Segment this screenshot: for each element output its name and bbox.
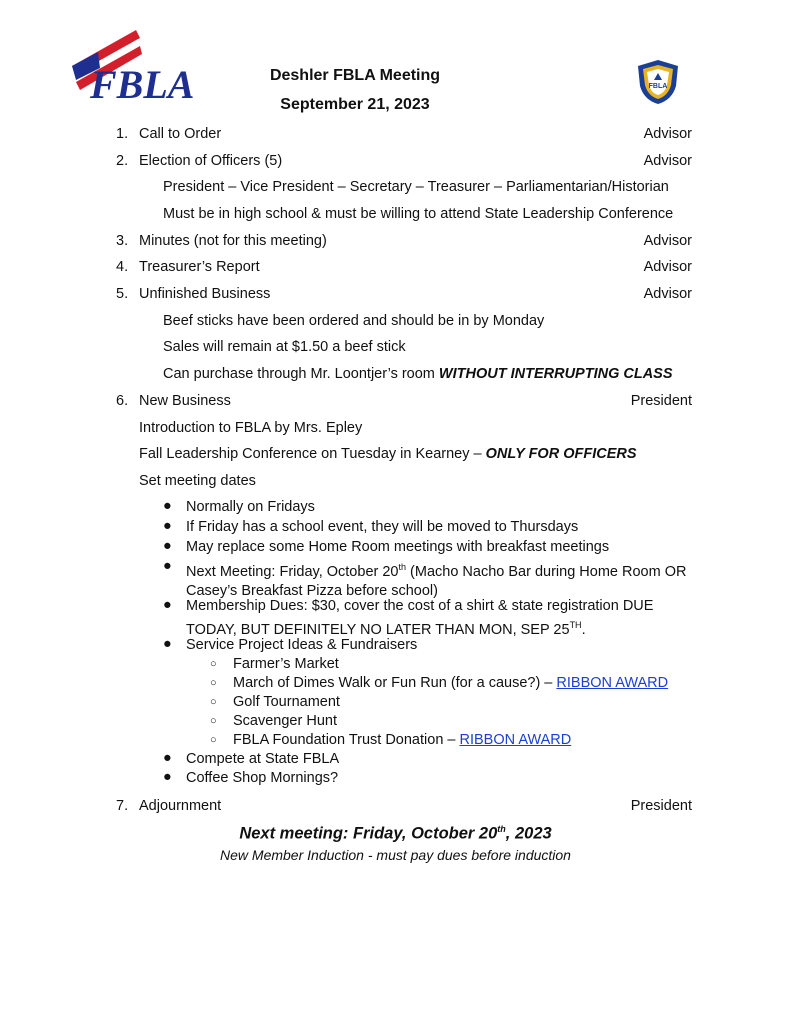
circle-bullet-icon: ○ bbox=[210, 677, 217, 689]
list-item: Coffee Shop Mornings? bbox=[186, 770, 339, 786]
item-number: 3. bbox=[116, 233, 129, 249]
circle-bullet-icon: ○ bbox=[210, 658, 217, 670]
emphasis-text: WITHOUT INTERRUPTING CLASS bbox=[438, 366, 673, 382]
next-meeting-heading: Next meeting: Friday, October 20th, 2023 bbox=[239, 824, 552, 843]
bullet-icon: ● bbox=[163, 750, 172, 766]
item-number: 4. bbox=[116, 259, 129, 275]
bullet-icon: ● bbox=[163, 597, 172, 613]
bullet-icon: ● bbox=[163, 518, 172, 534]
item-label: Election of Officers (5) bbox=[139, 153, 283, 169]
bullet-icon: ● bbox=[163, 558, 172, 574]
circle-bullet-icon: ○ bbox=[210, 696, 217, 708]
item-number: 1. bbox=[116, 126, 129, 142]
ribbon-award-link[interactable]: RIBBON AWARD bbox=[556, 675, 669, 691]
item-label: Call to Order bbox=[139, 126, 222, 142]
sub-list-item: Farmer’s Market bbox=[233, 656, 339, 672]
item-role: President bbox=[630, 798, 692, 814]
list-item: Service Project Ideas & Fundraisers bbox=[186, 637, 418, 653]
bullet-icon: ● bbox=[163, 538, 172, 554]
bullet-icon: ● bbox=[163, 498, 172, 514]
item-number: 6. bbox=[116, 393, 129, 409]
fbla-logo bbox=[70, 28, 195, 107]
sub-list-item: Scavenger Hunt bbox=[233, 713, 337, 729]
list-item: Normally on Fridays bbox=[186, 499, 315, 515]
fbla-shield-icon bbox=[634, 58, 682, 106]
sub-list-item: FBLA Foundation Trust Donation – RIBBON AWARD bbox=[233, 732, 572, 748]
emphasis-text: ONLY FOR OFFICERS bbox=[485, 446, 637, 462]
list-item: May replace some Home Room meetings with breakfast meetings bbox=[186, 539, 610, 555]
item-label: Adjournment bbox=[139, 798, 222, 814]
circle-bullet-icon: ○ bbox=[210, 734, 217, 746]
sub-list-item: March of Dimes Walk or Fun Run (for a cause?) – RIBBON AWARD bbox=[233, 675, 669, 691]
list-item: If Friday has a school event, they will be moved to Thursdays bbox=[186, 519, 579, 535]
item-number: 2. bbox=[116, 153, 129, 169]
item-role: President bbox=[630, 393, 692, 409]
item-role: Advisor bbox=[643, 286, 692, 302]
fbla-logo-text: FBLA bbox=[90, 62, 195, 107]
list-item: Compete at State FBLA bbox=[186, 751, 340, 767]
item-role: Advisor bbox=[643, 259, 692, 275]
item-number: 7. bbox=[116, 798, 129, 814]
item-label: Minutes (not for this meeting) bbox=[139, 233, 327, 249]
meeting-date: September 21, 2023 bbox=[280, 96, 430, 113]
shield-text: FBLA bbox=[648, 83, 668, 90]
meeting-title: Deshler FBLA Meeting bbox=[269, 67, 441, 84]
list-item: Next Meeting: Friday, October 20th (Macho Nacho Bar during Home Room OR Casey’s Breakfast Pizza before school) bbox=[186, 562, 687, 599]
item-role: Advisor bbox=[643, 153, 692, 169]
item-label: Treasurer’s Report bbox=[139, 259, 260, 275]
ribbon-award-link[interactable]: RIBBON AWARD bbox=[459, 732, 572, 748]
item-label: New Business bbox=[139, 393, 231, 409]
bullet-icon: ● bbox=[163, 636, 172, 652]
bullet-icon: ● bbox=[163, 769, 172, 785]
induction-note: New Member Induction - must pay dues before induction bbox=[220, 847, 571, 863]
list-item: Membership Dues: $30, cover the cost of a shirt & state registration DUE TODAY, BUT DEFINITELY NO LATER THAN MON, SEP 25TH. bbox=[186, 598, 654, 638]
item-role: Advisor bbox=[643, 126, 692, 142]
sub-list-item: Golf Tournament bbox=[233, 694, 340, 710]
item-label: Unfinished Business bbox=[139, 286, 271, 302]
item-number: 5. bbox=[116, 286, 129, 302]
circle-bullet-icon: ○ bbox=[210, 715, 217, 727]
item-role: Advisor bbox=[643, 233, 692, 249]
agenda-page: FBLA Deshler FBLA Meeting September 21, 2023 FBLA 1. Call to Order Advisor 2. Election of Officers (5) Advisor President – Vice President – Secretary – Treasurer – Parliamentarian/Historian Must be in high school & must be willing to attend State Leadership Conference 3. Minutes (not for this meeting) Advisor 4. Treasurer’s Report Advisor 5. Unfinished Business Advisor Beef sticks have been ordered and should be in by Monday Sales will remain at $1.50 a beef stick Can purchase through Mr. Loontjer’s room WITHOUT INTERRUPTING CLASS 6. New Business President Introduction to FBLA by Mrs. Epley Fall Leadership Conference on Tuesday in Kearney – ONLY FOR OFFICERS Set meeting dates ● Normally on Fridays ● If Friday has a school event, they will be moved to Thursdays ● May replace some Home Room meetings with breakfast meetings ● Next Meeting: Friday, October 20th (Macho Nacho Bar during Home Room OR Casey’s Breakfast Pizza before school) ● Membership Dues: $30, cover the cost of a shirt & state registration DUE TODAY, BUT DEFINITELY NO LATER THAN MON, SEP 25TH. ● Service Project Ideas & Fundraisers ○ Farmer’s Market ○ March of Dimes Walk or Fun Run (for a cause?) – RIBBON AWARD ○ Golf Tournament ○ Scavenger Hunt ○ FBLA Foundation Trust Donation – RIBBON AWARD ● Compete at State FBLA ● Coffee Shop Mornings? 7. Adjournment President Next meeting: Friday, October 20th, 2023 New Member Induction - must pay dues before induction bbox=[0, 0, 791, 1024]
